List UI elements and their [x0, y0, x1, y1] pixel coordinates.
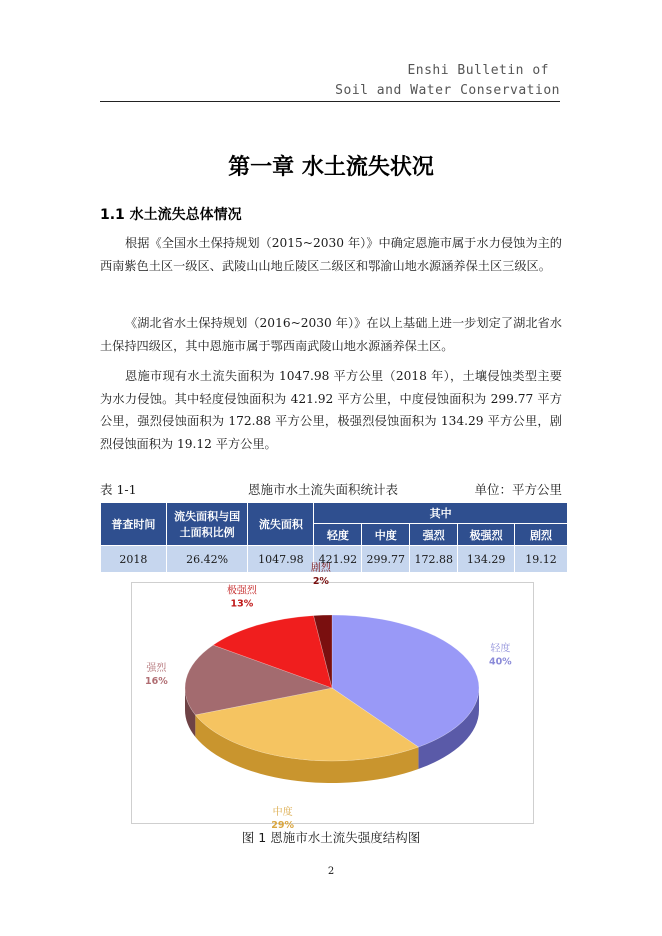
header-severe: 剧烈: [515, 524, 568, 546]
figure-caption: 图 1 恩施市水土流失强度结构图: [241, 830, 421, 845]
header-ratio: 流失面积与国土面积比例: [166, 503, 248, 546]
pie-label-pct-1: 29%: [271, 819, 294, 831]
pie-label-name-2: 强烈: [146, 662, 167, 674]
cell-light: 421.92: [314, 546, 362, 573]
header-strong: 强烈: [410, 524, 458, 546]
cell-very-strong: 134.29: [458, 546, 515, 573]
pie-chart-svg: [132, 563, 533, 831]
header-year: 普查时间: [101, 503, 167, 546]
cell-strong: 172.88: [410, 546, 458, 573]
header-very-strong: 极强烈: [458, 524, 515, 546]
table-number: 表 1-1: [100, 482, 137, 497]
stats-table: [100, 502, 568, 573]
cell-moderate: 299.77: [362, 546, 410, 573]
pie-label-pct-2: 16%: [145, 675, 168, 687]
section-title: 1.1 水土流失总体情况: [100, 207, 242, 223]
pie-label-pct-3: 13%: [230, 598, 254, 610]
table-title: 恩施市水土流失面积统计表: [248, 482, 399, 497]
paragraph-2: 《湖北省水土保持规划（2016~2030 年）》在以上基础上进一步划定了湖北省水土保持四级区，其中恩施市属于鄂西南武陵山地水源涵养保土区。: [100, 316, 562, 353]
pie-label-name-1: 中度: [272, 806, 293, 818]
pie-label-name-4: 剧烈: [310, 563, 331, 575]
pie-label-name-0: 轻度: [490, 643, 511, 655]
pie-label-pct-4: 2%: [312, 576, 329, 588]
pie-label-name-3: 极强烈: [226, 585, 257, 597]
cell-year: 2018: [101, 546, 167, 573]
header-title-line1: Enshi Bulletin of: [407, 63, 549, 78]
cell-area: 1047.98: [248, 546, 314, 573]
header-title-line2: Soil and Water Conservation: [335, 83, 560, 98]
cell-severe: 19.12: [515, 546, 568, 573]
page-number: 2: [327, 866, 335, 877]
header-rule: [100, 101, 560, 102]
pie-chart: [131, 563, 534, 831]
table-caption: [100, 480, 562, 500]
paragraph-1: 根据《全国水土保持规划（2015~2030 年）》中确定恩施市属于水力侵蚀为主的西南紫色土区一级区、武陵山山地丘陵区二级区和鄂渝山地水源涵养保土区三级区。: [100, 236, 562, 273]
header-area: 流失面积: [248, 503, 314, 546]
cell-ratio: 26.42%: [166, 546, 248, 573]
header-moderate: 中度: [362, 524, 410, 546]
paragraph-3: 恩施市现有水土流失面积为 1047.98 平方公里（2018 年），土壤侵蚀类型主要为水力侵蚀。其中轻度侵蚀面积为 421.92 平方公里，中度侵蚀面积为 299.77 平方公里，强烈侵蚀面积为 172.88 平方公里，极强烈侵蚀面积为 134.29 平方公里，剧烈侵蚀面积为 19.12 平方公里。: [100, 369, 562, 451]
header-light: 轻度: [314, 524, 362, 546]
header-group: 其中: [314, 503, 568, 524]
table-row: [101, 546, 568, 573]
table-unit: 单位：平方公里: [474, 482, 562, 497]
pie-label-pct-0: 40%: [488, 656, 512, 668]
chapter-title: 第一章 水土流失状况: [228, 155, 434, 180]
